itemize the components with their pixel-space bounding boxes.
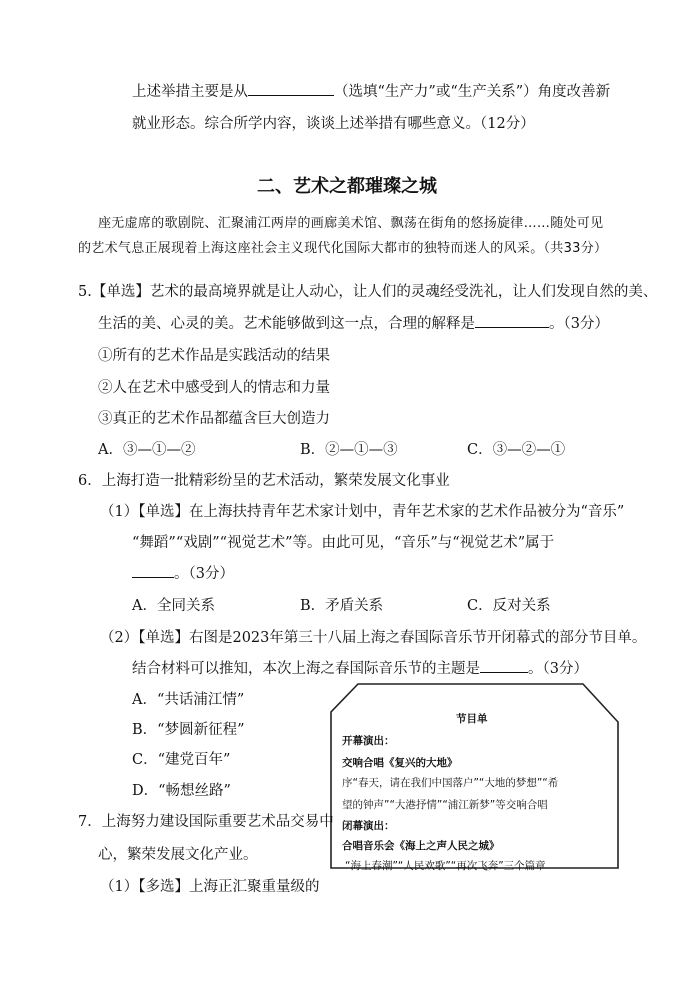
q6-sub2-option-d[interactable]: D．“畅想丝路” — [132, 783, 231, 799]
q4-line2: 就业形态。综合所学内容，谈谈上述举措有哪些意义。（12分） — [132, 116, 535, 132]
q6-sub2-option-c[interactable]: C．“建党百年” — [132, 752, 231, 768]
section-intro-line1: 座无虚席的歌剧院、汇聚浦江两岸的画廊美术馆、飘荡在街角的悠扬旋律……随处可见 — [98, 216, 604, 231]
q6-sub2-line2: 结合材料可以推知，本次上海之春国际音乐节的主题是 。（3分） — [132, 657, 588, 678]
q7-line1: 7．上海努力建设国际重要艺术品交易中 — [78, 814, 334, 830]
q5-option-b[interactable]: B．②—①—③ — [300, 442, 398, 458]
q6-sub1-line3: 。（3分） — [132, 562, 234, 583]
program-closing-desc: “海上春潮”“人民欢歌”“再次飞奔”三个篇章 — [345, 860, 546, 872]
q7-line2: 心，繁荣发展文化产业。 — [98, 847, 258, 863]
q5-line1: 5.【单选】艺术的最高境界就是让人动心，让人们的灵魂经受洗礼，让人们发现自然的美、 — [78, 284, 658, 300]
q6-sub1-option-b[interactable]: B．矛盾关系 — [300, 598, 384, 614]
q5-statement-2: ②人在艺术中感受到人的情志和力量 — [98, 380, 330, 396]
program-closing-label: 闭幕演出： — [342, 820, 395, 832]
q6-sub1-line1: （1）【单选】在上海扶持青年艺术家计划中，青年艺术家的艺术作品被分为“音乐” — [100, 504, 625, 520]
q6-sub1-option-c[interactable]: C．反对关系 — [467, 598, 551, 614]
program-opening-work: 交响合唱《复兴的大地》 — [342, 757, 458, 769]
program-opening-desc1: 序“春天，请在我们中国落户”“大地的梦想”“希 — [342, 777, 559, 789]
section-title: 二、艺术之都璀璨之城 — [257, 176, 437, 197]
program-closing-work: 合唱音乐会《海上之声人民之城》 — [342, 840, 500, 852]
q5-statement-1: ①所有的艺术作品是实践活动的结果 — [98, 348, 330, 364]
answer-blank[interactable] — [132, 563, 174, 578]
program-title: 节目单 — [456, 713, 488, 725]
q5-option-a[interactable]: A．③—①—② — [98, 442, 196, 458]
answer-blank[interactable] — [475, 313, 549, 328]
q6-sub1-option-a[interactable]: A．全同关系 — [132, 598, 215, 614]
program-opening-desc2: 望的钟声”“大港抒情”“浦江新梦”等交响合唱 — [342, 799, 548, 811]
q6-sub2-line1: （2）【单选】右图是2023年第三十八届上海之春国际音乐节开闭幕式的部分节目单。 — [100, 630, 647, 646]
q4-line1: 上述举措主要是从 （选填“生产力”或“生产关系”）角度改善新 — [132, 80, 610, 101]
q5-statement-3: ③真正的艺术作品都蕴含巨大创造力 — [98, 411, 330, 427]
q5-option-c[interactable]: C．③—②—① — [467, 442, 566, 458]
program-opening-label: 开幕演出： — [342, 735, 395, 747]
q6-stem: 6．上海打造一批精彩纷呈的艺术活动，繁荣发展文化事业 — [78, 473, 450, 489]
q6-sub2-option-b[interactable]: B．“梦圆新征程” — [132, 722, 245, 738]
q6-sub2-option-a[interactable]: A．“共话浦江情” — [132, 692, 245, 708]
answer-blank[interactable] — [248, 81, 334, 96]
q5-line2: 生活的美、心灵的美。艺术能够做到这一点，合理的解释是 。（3分） — [98, 312, 609, 333]
q6-sub1-line2: “舞蹈”“戏剧”“视觉艺术”等。由此可见，“音乐”与“视觉艺术”属于 — [132, 535, 555, 551]
q7-line3: （1）【多选】上海正汇聚重量级的 — [100, 879, 320, 895]
answer-blank[interactable] — [480, 658, 528, 673]
section-intro-line2: 的艺术气息正展现着上海这座社会主义现代化国际大都市的独特而迷人的风采。（共33分） — [78, 241, 608, 256]
